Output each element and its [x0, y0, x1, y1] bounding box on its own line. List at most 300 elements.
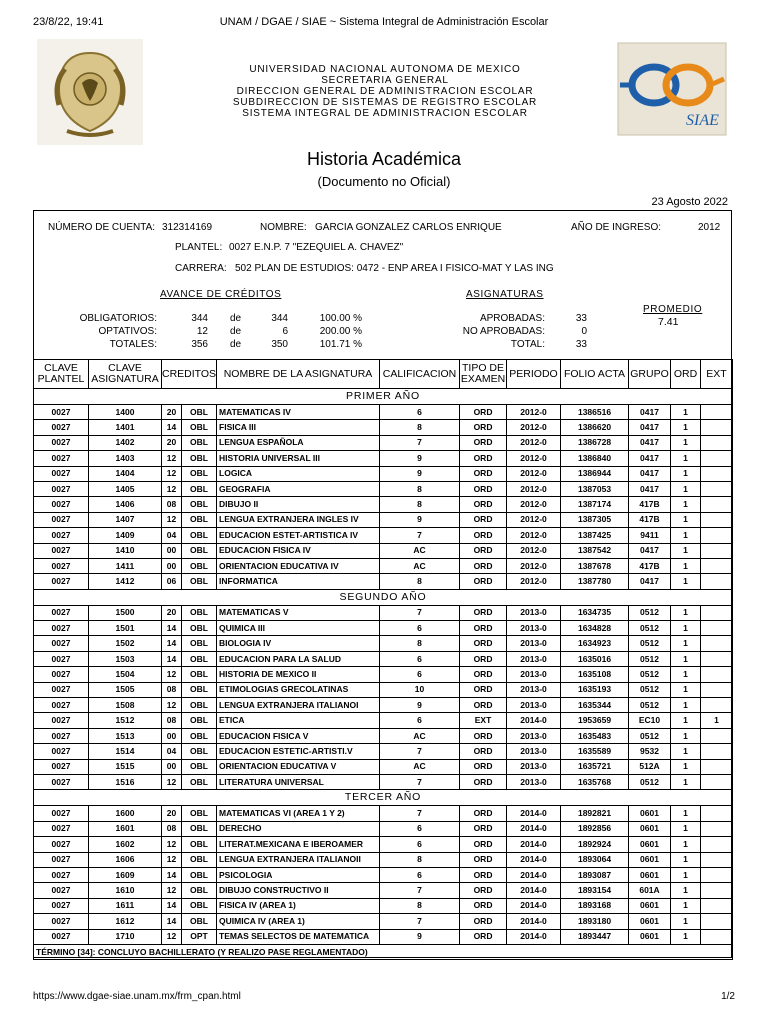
cell-folio-acta: 1386944 [561, 466, 629, 481]
cell-tipo-creditos: OBL [182, 405, 217, 420]
cell-grupo: 0417 [629, 543, 671, 558]
average-value: 7.41 [658, 316, 679, 328]
cell-ext [701, 512, 733, 527]
plantel-value: 0027 E.N.P. 7 "EZEQUIEL A. CHAVEZ" [229, 242, 404, 253]
cell-clave-asignatura: 1513 [89, 728, 162, 743]
subjects-approved-label: APROBADAS: [479, 313, 545, 324]
cell-ord: 1 [671, 574, 701, 589]
unam-crest-logo [37, 39, 143, 145]
cell-clave-asignatura: 1406 [89, 497, 162, 512]
cell-folio-acta: 1635193 [561, 682, 629, 697]
cell-grupo: 0601 [629, 821, 671, 836]
cell-clave-plantel: 0027 [34, 605, 89, 620]
cell-clave-asignatura: 1609 [89, 867, 162, 882]
table-row [34, 821, 733, 836]
cell-calificacion: AC [380, 728, 460, 743]
cell-calificacion: 8 [380, 636, 460, 651]
cell-ext [701, 405, 733, 420]
cell-creditos: 20 [162, 806, 182, 821]
cell-creditos: 04 [162, 744, 182, 759]
cell-nombre-asignatura: LENGUA EXTRANJERA INGLES IV [217, 512, 380, 527]
cell-clave-asignatura: 1412 [89, 574, 162, 589]
cell-tipo-creditos: OBL [182, 914, 217, 929]
cell-tipo-creditos: OBL [182, 528, 217, 543]
entry-year-label: AÑO DE INGRESO: [571, 222, 662, 233]
cell-folio-acta: 1386516 [561, 405, 629, 420]
cell-grupo: 0601 [629, 837, 671, 852]
cell-grupo: 0601 [629, 898, 671, 913]
col-header-clave-plantel: CLAVE PLANTEL [34, 360, 89, 389]
institution-header [200, 64, 570, 119]
cell-ext [701, 420, 733, 435]
cell-periodo: 2014-0 [507, 929, 561, 944]
cell-clave-plantel: 0027 [34, 929, 89, 944]
cell-tipo-creditos: OBL [182, 481, 217, 496]
cell-calificacion: 6 [380, 867, 460, 882]
cell-tipo-examen: ORD [460, 466, 507, 481]
cell-ext [701, 914, 733, 929]
cell-ext [701, 528, 733, 543]
cell-tipo-creditos: OBL [182, 883, 217, 898]
cell-creditos: 14 [162, 636, 182, 651]
cell-tipo-examen: ORD [460, 682, 507, 697]
cell-nombre-asignatura: QUIMICA IV (AREA 1) [217, 914, 380, 929]
cell-folio-acta: 1634735 [561, 605, 629, 620]
cell-periodo: 2013-0 [507, 636, 561, 651]
cell-clave-asignatura: 1407 [89, 512, 162, 527]
cell-periodo: 2013-0 [507, 605, 561, 620]
cell-ord: 1 [671, 466, 701, 481]
table-row [34, 451, 733, 466]
cell-creditos: 12 [162, 774, 182, 789]
cell-ext [701, 543, 733, 558]
cell-ext [701, 774, 733, 789]
cell-clave-asignatura: 1405 [89, 481, 162, 496]
cell-calificacion: 9 [380, 466, 460, 481]
cell-ext [701, 651, 733, 666]
table-row [34, 898, 733, 913]
cell-tipo-creditos: OBL [182, 728, 217, 743]
cell-periodo: 2012-0 [507, 528, 561, 543]
cell-folio-acta: 1635721 [561, 759, 629, 774]
cell-ord: 1 [671, 837, 701, 852]
carrera-value: 502 PLAN DE ESTUDIOS: 0472 - ENP AREA I FISICO-MAT Y LAS ING [235, 263, 554, 274]
cell-calificacion: 7 [380, 774, 460, 789]
cell-grupo: 0512 [629, 682, 671, 697]
cell-periodo: 2013-0 [507, 698, 561, 713]
cell-ext [701, 558, 733, 573]
cell-ext [701, 451, 733, 466]
cell-tipo-creditos: OBL [182, 466, 217, 481]
cell-ext [701, 837, 733, 852]
cell-tipo-creditos: OBL [182, 420, 217, 435]
col-header-ext: EXT [701, 360, 733, 389]
col-header-calificacion: CALIFICACION [380, 360, 460, 389]
cell-folio-acta: 1387053 [561, 481, 629, 496]
cell-calificacion: 10 [380, 682, 460, 697]
cell-calificacion: 9 [380, 929, 460, 944]
cell-tipo-examen: ORD [460, 451, 507, 466]
cell-tipo-examen: ORD [460, 774, 507, 789]
table-row [34, 667, 733, 682]
cell-folio-acta: 1953659 [561, 713, 629, 728]
cell-calificacion: 7 [380, 914, 460, 929]
cell-tipo-creditos: OBL [182, 574, 217, 589]
credits-required: 6 [282, 326, 288, 337]
cell-grupo: 512A [629, 759, 671, 774]
cell-creditos: 08 [162, 682, 182, 697]
cell-grupo: 0601 [629, 914, 671, 929]
cell-periodo: 2013-0 [507, 744, 561, 759]
cell-ext [701, 898, 733, 913]
account-label: NÚMERO DE CUENTA: [48, 222, 156, 233]
table-row [34, 481, 733, 496]
cell-tipo-creditos: OBL [182, 759, 217, 774]
cell-tipo-examen: ORD [460, 667, 507, 682]
col-header-clave-asignatura: CLAVE ASIGNATURA [89, 360, 162, 389]
cell-clave-asignatura: 1401 [89, 420, 162, 435]
cell-periodo: 2012-0 [507, 512, 561, 527]
cell-folio-acta: 1386840 [561, 451, 629, 466]
cell-tipo-creditos: OBL [182, 837, 217, 852]
cell-ord: 1 [671, 929, 701, 944]
cell-ord: 1 [671, 698, 701, 713]
cell-folio-acta: 1893447 [561, 929, 629, 944]
cell-calificacion: 6 [380, 837, 460, 852]
cell-ord: 1 [671, 481, 701, 496]
cell-ord: 1 [671, 636, 701, 651]
col-header-nombre: NOMBRE DE LA ASIGNATURA [217, 360, 380, 389]
cell-clave-plantel: 0027 [34, 728, 89, 743]
col-header-folio-acta: FOLIO ACTA [561, 360, 629, 389]
cell-clave-plantel: 0027 [34, 713, 89, 728]
subjects-title: ASIGNATURAS [466, 289, 544, 300]
cell-grupo: EC10 [629, 713, 671, 728]
cell-creditos: 08 [162, 497, 182, 512]
cell-calificacion: 8 [380, 852, 460, 867]
cell-clave-asignatura: 1404 [89, 466, 162, 481]
cell-folio-acta: 1634828 [561, 621, 629, 636]
credits-earned: 356 [191, 339, 208, 350]
cell-folio-acta: 1387305 [561, 512, 629, 527]
cell-tipo-examen: ORD [460, 852, 507, 867]
cell-clave-asignatura: 1402 [89, 435, 162, 450]
cell-grupo: 0601 [629, 806, 671, 821]
cell-ord: 1 [671, 806, 701, 821]
institution-line: UNIVERSIDAD NACIONAL AUTONOMA DE MEXICO [249, 64, 521, 75]
cell-creditos: 12 [162, 481, 182, 496]
cell-clave-plantel: 0027 [34, 497, 89, 512]
table-row [34, 806, 733, 821]
cell-tipo-creditos: OBL [182, 821, 217, 836]
cell-periodo: 2014-0 [507, 883, 561, 898]
document-date: 23 Agosto 2022 [651, 196, 728, 208]
table-row [34, 420, 733, 435]
cell-grupo: 9532 [629, 744, 671, 759]
cell-grupo: 0512 [629, 605, 671, 620]
credits-label-totales: TOTALES: [109, 339, 157, 350]
cell-folio-acta: 1893087 [561, 867, 629, 882]
cell-tipo-creditos: OBL [182, 667, 217, 682]
cell-tipo-examen: ORD [460, 405, 507, 420]
cell-ord: 1 [671, 744, 701, 759]
cell-tipo-examen: ORD [460, 420, 507, 435]
cell-periodo: 2012-0 [507, 574, 561, 589]
credits-pct: 101.71 % [319, 339, 362, 350]
cell-ext [701, 759, 733, 774]
cell-nombre-asignatura: LENGUA EXTRANJERA ITALIANOII [217, 852, 380, 867]
cell-ord: 1 [671, 852, 701, 867]
cell-nombre-asignatura: EDUCACION ESTETIC-ARTISTI.V [217, 744, 380, 759]
cell-clave-plantel: 0027 [34, 698, 89, 713]
table-row [34, 682, 733, 697]
cell-ord: 1 [671, 512, 701, 527]
cell-nombre-asignatura: QUIMICA III [217, 621, 380, 636]
table-row [34, 497, 733, 512]
cell-grupo: 0417 [629, 466, 671, 481]
cell-creditos: 12 [162, 698, 182, 713]
cell-calificacion: 6 [380, 821, 460, 836]
cell-grupo: 0417 [629, 481, 671, 496]
cell-ext [701, 852, 733, 867]
credits-earned: 344 [191, 313, 208, 324]
cell-calificacion: 7 [380, 744, 460, 759]
cell-tipo-creditos: OBL [182, 682, 217, 697]
table-row [34, 713, 733, 728]
cell-calificacion: 8 [380, 497, 460, 512]
cell-nombre-asignatura: DIBUJO CONSTRUCTIVO II [217, 883, 380, 898]
cell-tipo-examen: ORD [460, 574, 507, 589]
cell-grupo: 417B [629, 497, 671, 512]
table-row [34, 698, 733, 713]
cell-creditos: 12 [162, 466, 182, 481]
subjects-total-label: TOTAL: [510, 339, 545, 350]
institution-line: SUBDIRECCION DE SISTEMAS DE REGISTRO ESCOLAR [232, 97, 538, 108]
cell-clave-asignatura: 1505 [89, 682, 162, 697]
table-row [34, 883, 733, 898]
cell-creditos: 00 [162, 543, 182, 558]
cell-creditos: 08 [162, 713, 182, 728]
cell-ord: 1 [671, 451, 701, 466]
cell-periodo: 2012-0 [507, 451, 561, 466]
cell-folio-acta: 1386728 [561, 435, 629, 450]
cell-nombre-asignatura: LOGICA [217, 466, 380, 481]
cell-ord: 1 [671, 543, 701, 558]
table-row [34, 528, 733, 543]
cell-tipo-examen: ORD [460, 435, 507, 450]
table-row [34, 543, 733, 558]
cell-ext [701, 481, 733, 496]
name-label: NOMBRE: [260, 222, 307, 233]
year-section-header [34, 589, 733, 605]
average-label: PROMEDIO [643, 304, 703, 315]
cell-ord: 1 [671, 898, 701, 913]
cell-tipo-examen: ORD [460, 621, 507, 636]
cell-creditos: 14 [162, 898, 182, 913]
cell-tipo-creditos: OBL [182, 543, 217, 558]
print-datetime: 23/8/22, 19:41 [33, 16, 104, 28]
cell-periodo: 2012-0 [507, 405, 561, 420]
cell-folio-acta: 1634923 [561, 636, 629, 651]
cell-nombre-asignatura: EDUCACION FISICA IV [217, 543, 380, 558]
cell-clave-asignatura: 1602 [89, 837, 162, 852]
cell-nombre-asignatura: DERECHO [217, 821, 380, 836]
year-section-title: TERCER AÑO [34, 790, 733, 806]
cell-clave-asignatura: 1410 [89, 543, 162, 558]
print-header [33, 16, 735, 30]
cell-tipo-examen: ORD [460, 558, 507, 573]
cell-periodo: 2013-0 [507, 651, 561, 666]
cell-clave-plantel: 0027 [34, 898, 89, 913]
cell-grupo: 601A [629, 883, 671, 898]
cell-folio-acta: 1386620 [561, 420, 629, 435]
cell-clave-asignatura: 1512 [89, 713, 162, 728]
cell-nombre-asignatura: GEOGRAFIA [217, 481, 380, 496]
table-row [34, 914, 733, 929]
cell-periodo: 2012-0 [507, 420, 561, 435]
student-name: GARCIA GONZALEZ CARLOS ENRIQUE [315, 222, 502, 233]
cell-periodo: 2014-0 [507, 713, 561, 728]
cell-ord: 1 [671, 405, 701, 420]
cell-clave-plantel: 0027 [34, 667, 89, 682]
cell-folio-acta: 1893168 [561, 898, 629, 913]
cell-clave-plantel: 0027 [34, 481, 89, 496]
grades-table [33, 359, 733, 960]
print-page-number: 1/2 [721, 991, 735, 1002]
cell-nombre-asignatura: EDUCACION ESTET-ARTISTICA IV [217, 528, 380, 543]
cell-creditos: 12 [162, 852, 182, 867]
grades-body [34, 389, 733, 960]
cell-clave-plantel: 0027 [34, 914, 89, 929]
cell-ord: 1 [671, 497, 701, 512]
cell-ord: 1 [671, 435, 701, 450]
cell-ord: 1 [671, 651, 701, 666]
cell-clave-plantel: 0027 [34, 574, 89, 589]
cell-calificacion: 6 [380, 621, 460, 636]
cell-folio-acta: 1635016 [561, 651, 629, 666]
cell-clave-plantel: 0027 [34, 744, 89, 759]
cell-clave-asignatura: 1411 [89, 558, 162, 573]
cell-tipo-creditos: OBL [182, 713, 217, 728]
cell-clave-asignatura: 1710 [89, 929, 162, 944]
cell-clave-plantel: 0027 [34, 852, 89, 867]
cell-periodo: 2012-0 [507, 481, 561, 496]
cell-ext [701, 806, 733, 821]
cell-clave-asignatura: 1501 [89, 621, 162, 636]
table-row [34, 621, 733, 636]
credits-pct: 200.00 % [319, 326, 362, 337]
cell-calificacion: 6 [380, 405, 460, 420]
cell-creditos: 12 [162, 883, 182, 898]
cell-nombre-asignatura: EDUCACION FISICA V [217, 728, 380, 743]
table-row [34, 405, 733, 420]
cell-nombre-asignatura: TEMAS SELECTOS DE MATEMATICA [217, 929, 380, 944]
table-row [34, 774, 733, 789]
table-row [34, 636, 733, 651]
cell-creditos: 14 [162, 420, 182, 435]
cell-creditos: 04 [162, 528, 182, 543]
cell-creditos: 14 [162, 867, 182, 882]
cell-grupo: 0512 [629, 636, 671, 651]
cell-calificacion: 7 [380, 528, 460, 543]
cell-nombre-asignatura: PSICOLOGIA [217, 867, 380, 882]
cell-grupo: 0601 [629, 929, 671, 944]
cell-tipo-creditos: OBL [182, 867, 217, 882]
cell-tipo-examen: ORD [460, 605, 507, 620]
cell-tipo-examen: ORD [460, 636, 507, 651]
cell-ord: 1 [671, 528, 701, 543]
cell-periodo: 2012-0 [507, 497, 561, 512]
credits-required: 344 [271, 313, 288, 324]
cell-folio-acta: 1893154 [561, 883, 629, 898]
cell-creditos: 12 [162, 512, 182, 527]
cell-periodo: 2014-0 [507, 806, 561, 821]
cell-nombre-asignatura: ORIENTACION EDUCATIVA V [217, 759, 380, 774]
cell-calificacion: 9 [380, 698, 460, 713]
cell-periodo: 2014-0 [507, 914, 561, 929]
credits-of: de [230, 339, 242, 350]
table-row [34, 574, 733, 589]
cell-clave-plantel: 0027 [34, 543, 89, 558]
table-row [34, 651, 733, 666]
cell-calificacion: 9 [380, 512, 460, 527]
cell-nombre-asignatura: LITERAT.MEXICANA E IBEROAMER [217, 837, 380, 852]
cell-tipo-examen: ORD [460, 837, 507, 852]
cell-grupo: 0512 [629, 774, 671, 789]
cell-clave-plantel: 0027 [34, 774, 89, 789]
cell-ord: 1 [671, 713, 701, 728]
cell-calificacion: AC [380, 759, 460, 774]
cell-creditos: 12 [162, 667, 182, 682]
cell-tipo-creditos: OPT [182, 929, 217, 944]
cell-nombre-asignatura: INFORMATICA [217, 574, 380, 589]
cell-nombre-asignatura: BIOLOGIA IV [217, 636, 380, 651]
cell-tipo-examen: ORD [460, 651, 507, 666]
siae-logo-text: SIAE [686, 112, 719, 129]
cell-tipo-examen: ORD [460, 883, 507, 898]
cell-periodo: 2012-0 [507, 435, 561, 450]
table-row [34, 929, 733, 944]
credits-earned: 12 [196, 326, 208, 337]
cell-creditos: 12 [162, 837, 182, 852]
cell-ord: 1 [671, 667, 701, 682]
cell-ext [701, 883, 733, 898]
cell-calificacion: 7 [380, 605, 460, 620]
cell-tipo-creditos: OBL [182, 497, 217, 512]
cell-folio-acta: 1892821 [561, 806, 629, 821]
cell-ord: 1 [671, 883, 701, 898]
cell-nombre-asignatura: ORIENTACION EDUCATIVA IV [217, 558, 380, 573]
cell-tipo-examen: ORD [460, 759, 507, 774]
cell-ord: 1 [671, 728, 701, 743]
cell-clave-plantel: 0027 [34, 806, 89, 821]
credits-pct: 100.00 % [319, 313, 362, 324]
cell-nombre-asignatura: FISICA IV (AREA 1) [217, 898, 380, 913]
cell-clave-plantel: 0027 [34, 405, 89, 420]
credits-label-optativos: OPTATIVOS: [98, 326, 157, 337]
cell-creditos: 00 [162, 728, 182, 743]
subjects-total-value: 33 [575, 339, 587, 350]
cell-creditos: 12 [162, 929, 182, 944]
cell-clave-asignatura: 1504 [89, 667, 162, 682]
table-row [34, 466, 733, 481]
cell-tipo-examen: ORD [460, 698, 507, 713]
cell-nombre-asignatura: HISTORIA UNIVERSAL III [217, 451, 380, 466]
col-header-ord: ORD [671, 360, 701, 389]
cell-clave-asignatura: 1500 [89, 605, 162, 620]
cell-creditos: 12 [162, 451, 182, 466]
cell-ext [701, 821, 733, 836]
